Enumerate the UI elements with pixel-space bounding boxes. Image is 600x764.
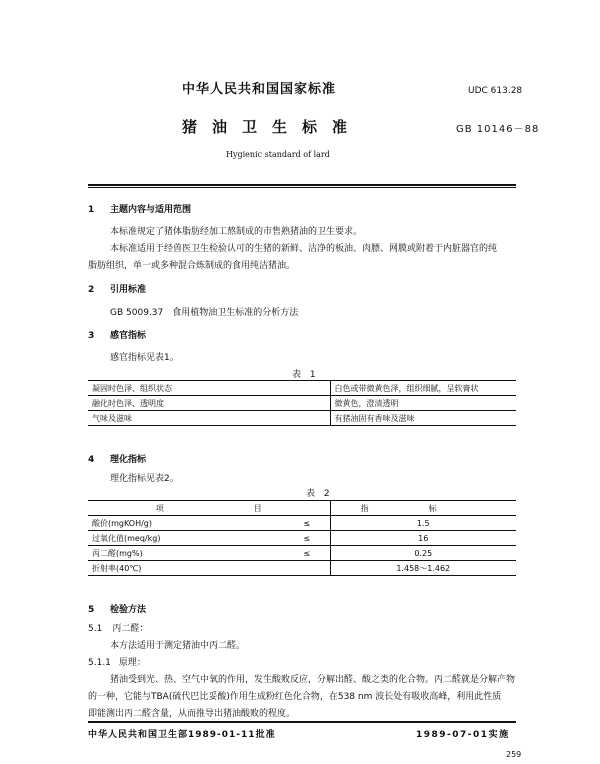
table-row	[88, 561, 516, 576]
table-row	[88, 531, 516, 546]
header-char: 指	[360, 503, 369, 513]
section-number: 2	[88, 285, 95, 295]
udc-code: UDC 613.28	[468, 86, 523, 96]
section-1-paragraph-2b: 脂肪组织，单一或多种混合炼制成的食用纯洁猪油。	[88, 261, 296, 271]
header-char: 项	[155, 503, 164, 513]
subsection-number: 5.1.1	[88, 658, 111, 668]
table-cell-item: 酸价(mgKOH/g)	[88, 516, 284, 531]
english-title: Hygienic standard of lard	[226, 150, 330, 159]
section-1-paragraph-1: 本标准规定了猪体脂肪经加工熬制成的市售熟猪油的卫生要求。	[110, 227, 363, 237]
table-cell-operator: ≤	[284, 516, 330, 531]
table-2-caption: 表 2	[306, 489, 333, 499]
subsection-5-1-1	[88, 655, 146, 668]
table-header-item	[88, 501, 330, 516]
table-1-caption: 表 1	[292, 370, 319, 380]
table-2-physicochemical	[88, 500, 516, 576]
subsection-number: 5.1	[88, 624, 103, 634]
table-cell-value: 0.25	[330, 546, 516, 561]
table-cell-item: 凝固时色泽、组织状态	[88, 381, 330, 396]
principle-line-3: 即能测出丙二醛含量，从而推导出猪油酸败的程度。	[88, 709, 296, 719]
section-1-paragraph-2a: 本标准适用于经兽医卫生检验认可的生猪的新鲜、洁净的板油、肉膘、网膜或附着于内脏器官的纯	[110, 244, 498, 254]
section-5-heading	[88, 602, 146, 615]
section-title: 感官指标	[110, 331, 147, 341]
section-number: 1	[88, 205, 95, 215]
table-cell-item: 丙二醛(mg%)	[88, 546, 284, 561]
table-cell-value: 16	[330, 531, 516, 546]
table-1-sensory	[88, 380, 516, 426]
header-rule-top	[88, 184, 516, 186]
section-1-heading	[88, 202, 191, 215]
page-number: 259	[506, 750, 522, 759]
table-2-intro: 理化指标见表2。	[110, 474, 179, 484]
implementation-date: 1989-07-01实施	[416, 730, 510, 740]
section-number: 5	[88, 605, 95, 615]
table-row	[88, 381, 516, 396]
approval-line: 中华人民共和国卫生部1989-01-11批准	[88, 730, 276, 740]
table-cell-value: 白色或带微黄色泽，组织细腻，呈软膏状	[330, 381, 516, 396]
subsection-5-1	[88, 621, 148, 634]
section-title: 主题内容与适用范围	[110, 205, 192, 215]
table-cell-item: 融化时色泽、透明度	[88, 396, 330, 411]
section-title: 检验方法	[110, 605, 147, 615]
subsection-5-1-text: 本方法适用于测定猪油中丙二醛。	[110, 641, 246, 651]
table-cell-operator: ≤	[284, 531, 330, 546]
table-cell-value: 1.5	[330, 516, 516, 531]
section-title: 理化指标	[110, 455, 147, 465]
table-header-row	[88, 501, 516, 516]
table-cell-item: 折射率(40℃)	[88, 561, 284, 576]
section-2-heading	[88, 282, 146, 295]
section-title: 引用标准	[110, 285, 147, 295]
table-cell-item: 过氧化值(meq/kg)	[88, 531, 284, 546]
document-title: 猪油卫生标准	[182, 118, 363, 136]
header-char: 标	[428, 503, 437, 513]
table-row	[88, 516, 516, 531]
principle-line-1: 猪油受到光、热、空气中氧的作用，发生酸败反应，分解出醛、酸之类的化合物。丙二醛就是分解产物	[110, 675, 516, 685]
footer-rule	[88, 721, 516, 723]
subsection-title: 丙二醛：	[112, 624, 149, 634]
subsection-title: 原理：	[118, 658, 146, 668]
table-cell-item: 气味及滋味	[88, 411, 330, 426]
table-row	[88, 396, 516, 411]
section-number: 3	[88, 331, 95, 341]
table-1-intro: 感官指标见表1。	[110, 353, 179, 363]
section-number: 4	[88, 455, 95, 465]
reference-standard: GB 5009.37 食用植物油卫生标准的分析方法	[110, 308, 299, 318]
standard-number: GB 10146－88	[456, 124, 540, 135]
table-header-index	[330, 501, 516, 516]
table-cell-value: 有猪油固有香味及滋味	[330, 411, 516, 426]
table-row	[88, 411, 516, 426]
table-cell-value: 微黄色，澄清透明	[330, 396, 516, 411]
issuing-authority: 中华人民共和国国家标准	[182, 82, 337, 97]
section-3-heading	[88, 328, 146, 341]
table-cell-operator: ≤	[284, 546, 330, 561]
table-row	[88, 546, 516, 561]
table-cell-operator	[284, 561, 330, 576]
header-char: 目	[253, 503, 262, 513]
section-4-heading	[88, 452, 146, 465]
header-rule-bottom	[88, 187, 516, 188]
principle-line-2: 的一种，它能与TBA(硫代巴比妥酸)作用生成粉红色化合物，在538 nm 波长处有吸收高峰，利用此性质	[88, 692, 502, 702]
table-cell-value: 1.458～1.462	[330, 561, 516, 576]
